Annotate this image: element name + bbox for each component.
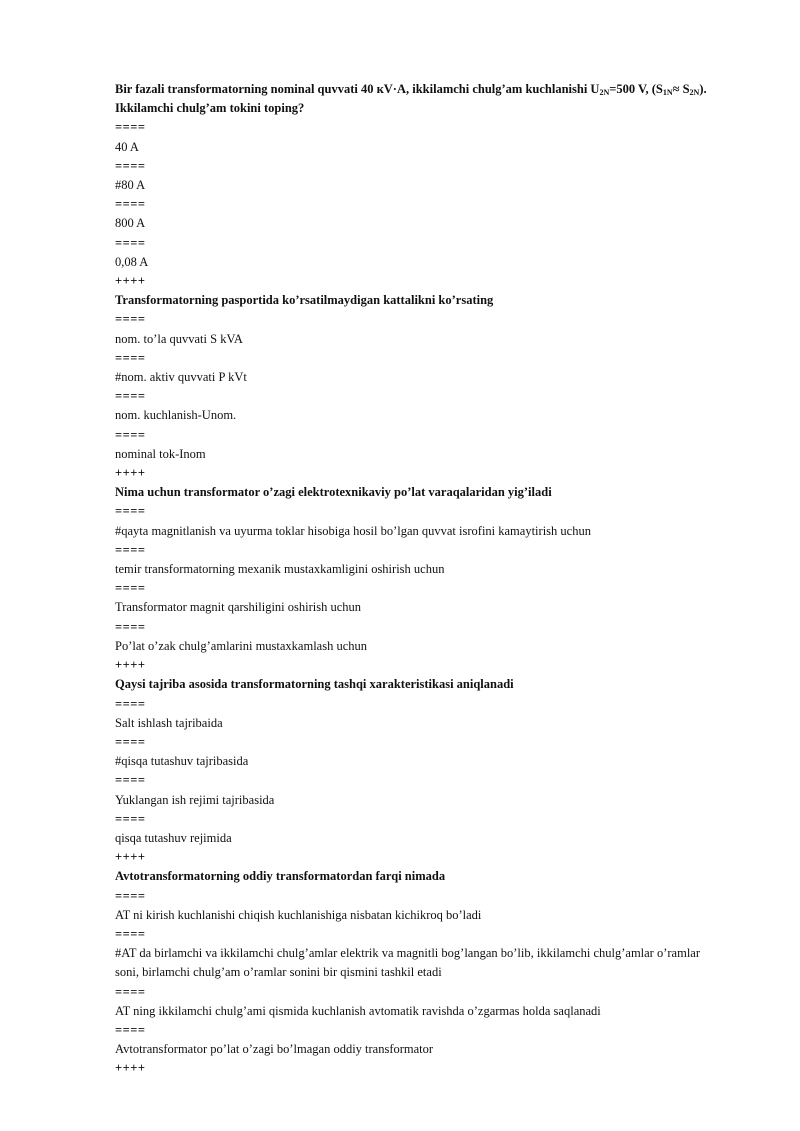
- answer-separator: ====: [115, 312, 146, 327]
- answer-option: #qayta magnitlanish va uyurma toklar hisobiga hosil bo’lgan quvvat isrofini kamaytirish uchun: [115, 523, 591, 538]
- answer-separator: ====: [115, 504, 146, 519]
- answer-separator: ====: [115, 926, 146, 941]
- answer-option: Yuklangan ish rejimi tajribasida: [115, 792, 275, 807]
- answer-separator: ====: [115, 811, 146, 826]
- answer-separator: ====: [115, 158, 146, 173]
- answer-option: Po’lat o’zak chulg’amlarini mustaxkamlash uchun: [115, 638, 368, 653]
- question-1: Bir fazali transformatorning nominal quvvati 40 кV·A, ikkilamchi chulg’am kuchlanishi $U_{2N}=500$ V, $(S_{1N}\approx S_{2N})$. Ikkilamchi chulg’am tokini toping?: [115, 82, 707, 116]
- answer-separator: ====: [115, 235, 146, 250]
- question-separator: ++++: [115, 658, 146, 673]
- answer-option: nom. kuchlanish-Unom.: [115, 408, 237, 423]
- answer-separator: ====: [115, 197, 146, 212]
- answer-option: 40 A: [115, 139, 139, 154]
- answer-option: Transformator magnit qarshiligini oshirish uchun: [115, 600, 362, 615]
- answer-option: 800 A: [115, 216, 146, 231]
- answer-option: #AT da birlamchi va ikkilamchi chulg’amlar elektrik va magnitli bog’langan bo’lib, ikkilamchi chulg’amlar o’ramlar soni, birlamchi chulg’am o’ramlar sonini bir qismini tashkil etadi: [115, 946, 701, 980]
- question-4: Qaysi tajriba asosida transformatorning tashqi xarakteristikasi aniqlanadi: [115, 677, 514, 692]
- answer-separator: ====: [115, 773, 146, 788]
- answer-option: nominal tok-Inom: [115, 446, 206, 461]
- answer-option: AT ni kirish kuchlanishi chiqish kuchlanishiga nisbatan kichikroq bo’ladi: [115, 907, 482, 922]
- question-3: Nima uchun transformator o’zagi elektrotexnikaviy po’lat varaqalaridan yig’iladi: [115, 485, 552, 500]
- answer-separator: ====: [115, 984, 146, 999]
- answer-option: #80 A: [115, 178, 146, 193]
- answer-option: temir transformatorning mexanik mustaxkamligini oshirish uchun: [115, 562, 445, 577]
- answer-option: AT ning ikkilamchi chulg’ami qismida kuchlanish avtomatik ravishda o’zgarmas holda saqlanadi: [115, 1003, 601, 1018]
- answer-option: qisqa tutashuv rejimida: [115, 830, 232, 845]
- answer-option: Avtotransformator po’lat o’zagi bo’lmagan oddiy transformator: [115, 1042, 434, 1057]
- answer-separator: ====: [115, 542, 146, 557]
- answer-option: 0,08 A: [115, 254, 149, 269]
- answer-separator: ====: [115, 581, 146, 596]
- answer-separator: ====: [115, 619, 146, 634]
- answer-separator: ====: [115, 427, 146, 442]
- answer-separator: ====: [115, 888, 146, 903]
- question-5: Avtotransformatorning oddiy transformatordan farqi nimada: [115, 869, 446, 884]
- answer-separator: ====: [115, 1022, 146, 1037]
- answer-separator: ====: [115, 734, 146, 749]
- question-separator: ++++: [115, 850, 146, 865]
- test-document: [115, 80, 715, 1079]
- answer-option: #nom. aktiv quvvati P kVt: [115, 370, 247, 385]
- question-separator: ++++: [115, 274, 146, 289]
- answer-separator: ====: [115, 120, 146, 135]
- answer-option: Salt ishlash tajribaida: [115, 715, 223, 730]
- question-separator: ++++: [115, 466, 146, 481]
- question-separator: ++++: [115, 1061, 146, 1076]
- answer-option: #qisqa tutashuv tajribasida: [115, 754, 249, 769]
- answer-option: nom. to’la quvvati S kVA: [115, 331, 243, 346]
- answer-separator: ====: [115, 696, 146, 711]
- answer-separator: ====: [115, 389, 146, 404]
- question-2: Transformatorning pasportida ko’rsatilmaydigan kattalikni ko’rsating: [115, 293, 494, 308]
- answer-separator: ====: [115, 350, 146, 365]
